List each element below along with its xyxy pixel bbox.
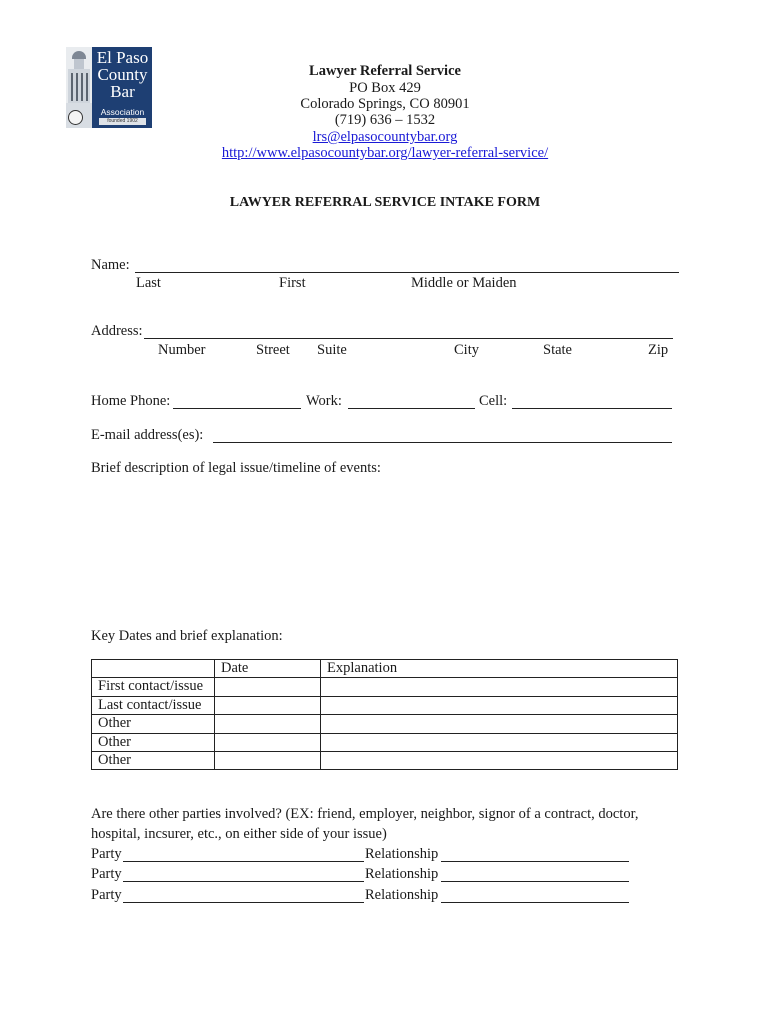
address-field[interactable] xyxy=(144,338,673,339)
key-dates-label: Key Dates and brief explanation: xyxy=(91,628,283,644)
home-phone-label: Home Phone: xyxy=(91,393,171,409)
address-line2: Colorado Springs, CO 80901 xyxy=(300,96,470,112)
header-cell-blank xyxy=(92,660,215,678)
relationship-field[interactable] xyxy=(441,861,629,862)
relationship-field[interactable] xyxy=(441,902,629,903)
address-sub-zip: Zip xyxy=(648,342,669,358)
address-label: Address: xyxy=(91,323,143,339)
explanation-cell[interactable] xyxy=(321,678,678,696)
row-label: Other xyxy=(92,733,215,751)
website-link[interactable]: http://www.elpasocountybar.org/lawyer-referral-service/ xyxy=(221,145,549,161)
home-phone-field[interactable] xyxy=(173,408,301,409)
address-sub-city: City xyxy=(454,342,479,358)
logo-founded: founded 1902 xyxy=(99,118,146,125)
row-label: First contact/issue xyxy=(92,678,215,696)
explanation-cell[interactable] xyxy=(321,751,678,769)
work-phone-label: Work: xyxy=(306,393,342,409)
table-row xyxy=(92,696,678,714)
parties-question-line1: Are there other parties involved? (EX: friend, employer, neighbor, signor of a contract, doctor, xyxy=(91,806,639,822)
header-cell-explanation: Explanation xyxy=(321,660,678,678)
explanation-cell[interactable] xyxy=(321,715,678,733)
date-cell[interactable] xyxy=(215,751,321,769)
party-label: Party xyxy=(91,846,122,862)
description-area[interactable] xyxy=(91,480,679,620)
row-label: Other xyxy=(92,715,215,733)
phone-number: (719) 636 – 1532 xyxy=(334,112,436,128)
date-cell[interactable] xyxy=(215,696,321,714)
address-sub-suite: Suite xyxy=(317,342,347,358)
relationship-field[interactable] xyxy=(441,881,629,882)
explanation-cell[interactable] xyxy=(321,733,678,751)
table-header-row xyxy=(92,660,678,678)
table-row xyxy=(92,715,678,733)
key-dates-table xyxy=(91,659,678,770)
logo-line4: Association xyxy=(100,107,145,117)
table-row xyxy=(92,733,678,751)
header-cell-date: Date xyxy=(215,660,321,678)
table-row xyxy=(92,678,678,696)
name-sub-last: Last xyxy=(136,275,161,291)
name-sub-first: First xyxy=(279,275,306,291)
email-link[interactable]: lrs@elpasocountybar.org xyxy=(312,129,458,145)
row-label: Other xyxy=(92,751,215,769)
address-sub-street: Street xyxy=(256,342,290,358)
cell-phone-field[interactable] xyxy=(512,408,672,409)
parties-question-line2: hospital, incsurer, etc., on either side of your issue) xyxy=(91,826,387,842)
date-cell[interactable] xyxy=(215,733,321,751)
logo-line1: El Paso xyxy=(96,48,149,67)
work-phone-field[interactable] xyxy=(348,408,475,409)
logo-line2: County xyxy=(97,65,148,84)
relationship-label: Relationship xyxy=(365,866,439,882)
explanation-cell[interactable] xyxy=(321,696,678,714)
address-sub-state: State xyxy=(543,342,572,358)
date-cell[interactable] xyxy=(215,715,321,733)
name-label: Name: xyxy=(91,257,130,273)
org-name: Lawyer Referral Service xyxy=(309,63,461,79)
email-field[interactable] xyxy=(213,442,672,443)
cell-phone-label: Cell: xyxy=(479,393,508,409)
relationship-label: Relationship xyxy=(365,846,439,862)
address-line1: PO Box 429 xyxy=(349,80,421,96)
address-sub-number: Number xyxy=(158,342,206,358)
party-field[interactable] xyxy=(123,861,364,862)
table-row xyxy=(92,751,678,769)
row-label: Last contact/issue xyxy=(92,696,215,714)
party-field[interactable] xyxy=(123,902,364,903)
relationship-label: Relationship xyxy=(365,887,439,903)
description-label: Brief description of legal issue/timeline of events: xyxy=(91,460,381,476)
name-sub-middle: Middle or Maiden xyxy=(411,275,517,291)
form-title: LAWYER REFERRAL SERVICE INTAKE FORM xyxy=(229,195,541,210)
party-label: Party xyxy=(91,866,122,882)
email-label: E-mail address(es): xyxy=(91,427,204,443)
party-label: Party xyxy=(91,887,122,903)
logo-line3: Bar xyxy=(110,82,135,101)
date-cell[interactable] xyxy=(215,678,321,696)
name-field[interactable] xyxy=(135,272,679,273)
party-field[interactable] xyxy=(123,881,364,882)
